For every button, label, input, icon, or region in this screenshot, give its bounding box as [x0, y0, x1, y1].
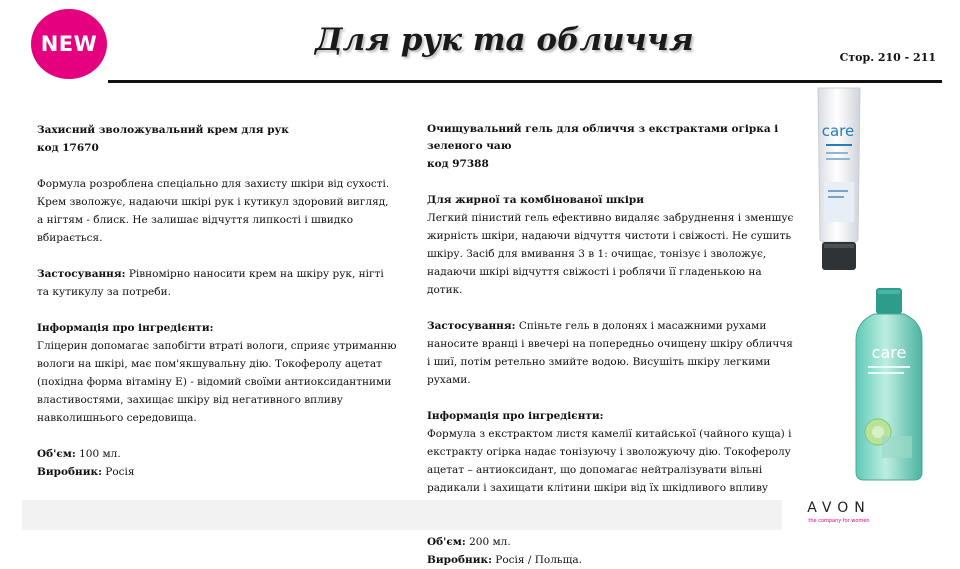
- avon-logo-tagline: the company for women: [808, 518, 870, 524]
- face-gel-maker-value: Росія / Польща.: [491, 554, 582, 566]
- hand-cream-tube-image: [814, 86, 864, 272]
- hand-cream-ingr-label: Інформація про інгредієнти:: [37, 322, 214, 334]
- hand-cream-description: [37, 121, 397, 481]
- face-gel-code: код 97388: [427, 158, 489, 170]
- page-reference: Стор. 210 - 211: [839, 51, 936, 64]
- face-gel-name: Очищувальний гель для обличчя з екстрактами огірка і зеленого чаю: [427, 123, 779, 152]
- hand-cream-maker-value: Росія: [101, 466, 135, 478]
- hand-cream-code: код 17670: [37, 142, 99, 154]
- bottle-brand-text: care: [871, 343, 907, 362]
- hand-cream-desc: Формула розроблена спеціально для захисту шкіри від сухості. Крем зволожує, надаючи шкірі рук і кутикул здоровий вигляд, а нігтям - блиск. Не залишає відчуття липкості і швидко вбирається.: [37, 178, 390, 244]
- hand-cream-usage: [37, 265, 397, 301]
- face-gel-bottle-image: [852, 286, 926, 482]
- face-gel-ingr-label: Інформація про інгредієнти:: [427, 410, 604, 422]
- new-badge-label: NEW: [40, 32, 98, 56]
- hand-cream-usage-text: Рівномірно наносити крем на шкіру рук, нігті та кутикулу за потреби.: [37, 268, 384, 298]
- hand-cream-volume-label: Об'єм:: [37, 448, 76, 460]
- avon-logo: [796, 500, 882, 532]
- hand-cream-volume: [37, 445, 397, 463]
- face-gel-maker: [427, 551, 799, 569]
- face-gel-maker-label: Виробник:: [427, 554, 492, 566]
- hand-cream-ingr: Гліцерин допомагає запобігти втраті вологи, сприяє утриманню вологи на шкірі, має пом'якшувальну дію. Токоферолу ацетат (похідна форма вітаміну Е) - відомий своїми антиоксидантними властивостями, захищає шкіру від негативного впливу навколишнього середовища.: [37, 340, 397, 424]
- face-gel-volume: [427, 533, 799, 551]
- footer-bar: [22, 500, 782, 530]
- hand-cream-name: Захисний зволожувальний крем для рук: [37, 124, 289, 136]
- hand-cream-maker-label: Виробник:: [37, 466, 102, 478]
- face-gel-volume-label: Об'єм:: [427, 536, 466, 548]
- avon-logo-word: AVON: [807, 500, 871, 516]
- face-gel-skin-type: Для жирної та комбінованої шкіри: [427, 194, 644, 206]
- hand-cream-maker: [37, 463, 397, 481]
- header-divider: [108, 80, 942, 83]
- face-gel-usage-text: Спіньте гель в долонях і масажними рухами наносите вранці і ввечері на попередньо очищену шкіру обличчя і шиї, потім ретельно змийте водою. Висушіть шкіру легкими рухами.: [427, 320, 793, 386]
- hand-cream-usage-label: Застосування:: [37, 268, 126, 280]
- face-gel-ingr: Формула з екстрактом листя камелії китайської (чайного куща) і екстракту огірка надає тонізуючу і зволожуючу дію. Токоферолу ацетат – антиоксидант, що допомагає нейтралізувати вільні радикали і захищати клітини шкіри від їх шкідливого впливу: [427, 428, 792, 494]
- new-badge: [31, 9, 107, 79]
- face-gel-desc: Легкий пінистий гель ефективно видаляє забруднення і зменшує жирність шкіри, надаючи відчуття чистоти і свіжості. Не сушить шкіру. Засіб для вмивання 3 в 1: очищає, тонізує і зволожує, надаючи шкірі відчуття свіжості і роблячи її гладенькою на дотик.: [427, 212, 794, 296]
- tube-brand-text: care: [821, 122, 855, 140]
- page-title: Для рук та обличчя: [315, 22, 694, 58]
- hand-cream-volume-value: 100 мл.: [75, 448, 121, 460]
- face-gel-volume-value: 200 мл.: [465, 536, 511, 548]
- face-gel-usage: [427, 317, 799, 389]
- face-gel-usage-label: Застосування:: [427, 320, 516, 332]
